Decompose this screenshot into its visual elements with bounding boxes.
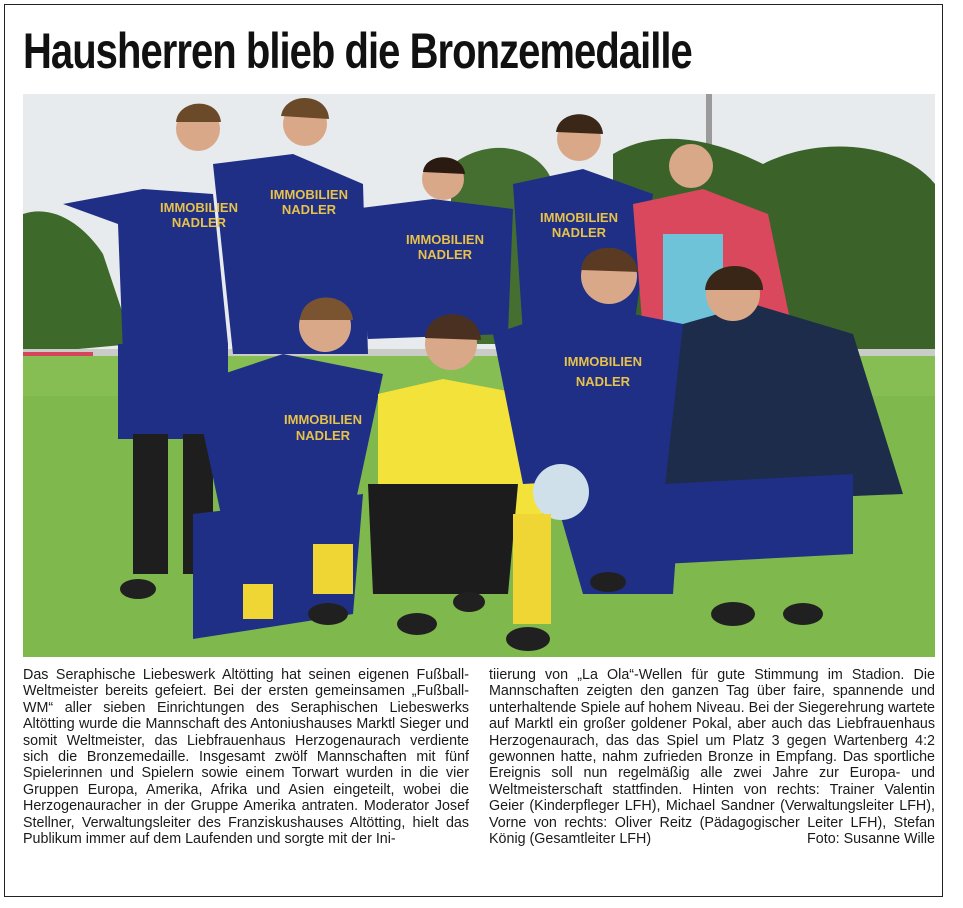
article-text-right-body: tiierung von „La Ola“-Wellen für gute Stimmung im Stadion. Die Mannschaften zeigten den ganzen Tag über faire, spannende und unterhaltende Spiele auf hohem Niveau. Bei der Siegerehrung wartete auf Marktl ein großer goldener Pokal, aber auch das Liebfrauenhaus Herzogenaurach, das das Spiel um Platz 3 gegen Wartenberg 4:2 gewonnen hatte, nahm zufrieden Bronze in Empfang. Das sportliche Ereignis soll nun regelmäßig alle zwei Jahre zur Europa- und Weltmeisterschaft stattfinden. Hinten von rechts: Trainer Valentin Geier (Kinderpfleger LFH), Michael Sandner (Verwaltungsleiter LFH), Vorne von rechts: Oliver Reitz (Pädagogischer Leiter LFH), Stefan König (Gesamtleiter LFH) <box>489 667 935 848</box>
svg-text:NADLER <box>576 374 631 389</box>
jersey-text-2b: NADLER <box>281 202 337 217</box>
jersey-text-4b: NADLER <box>551 225 607 240</box>
svg-text:NADLER <box>552 225 607 240</box>
jersey-text-5a: IMMOBILIEN <box>284 412 362 427</box>
jersey-text-2a: IMMOBILIEN <box>270 187 348 202</box>
article-text-left: Das Seraphische Liebeswerk Altötting hat seinen eigenen Fußball-Weltmeister bereits gefeiert. Bei der ersten gemeinsamen „Fußball-WM“ aller sieben Einrichtungen des Seraphischen Liebeswerks Altötting wurde die Mannschaft des Antoniushauses Marktl Sieger und somit Weltmeister, das Liebfrauenhaus Herzogenaurach verdiente sich die Bronzemedaille. Insgesamt zwölf Mannschaften mit fünf Spielerinnen und Spielern sowie einem Torwart wurden in die vier Gruppen Europa, Amerika, Afrika und Asien eingeteilt, wobei die Herzogenauracher in der Gruppe Amerika antraten. Moderator Josef Stellner, Verwaltungsleiter des Franziskushauses Altötting, hielt das Publikum immer auf dem Laufenden und sorgte mit der Ini- <box>23 667 469 848</box>
svg-text:IMMOBILIEN <box>160 200 238 215</box>
svg-text:NADLER <box>418 247 473 262</box>
svg-text:NADLER <box>296 428 351 443</box>
jersey-text-3b: NADLER <box>417 247 473 262</box>
article-text-right <box>489 667 935 847</box>
article-column-right <box>489 667 935 847</box>
svg-text:NADLER <box>172 215 227 230</box>
jersey-text-6b: NADLER <box>575 374 631 389</box>
team-photo <box>23 94 935 657</box>
jersey-text-1a: IMMOBILIEN <box>160 200 238 215</box>
article-column-left <box>23 667 469 847</box>
jersey-text-5b: NADLER <box>295 428 351 443</box>
svg-text:IMMOBILIEN <box>270 187 348 202</box>
svg-text:IMMOBILIEN <box>540 210 618 225</box>
svg-text:IMMOBILIEN <box>406 232 484 247</box>
jersey-text-1b: NADLER <box>171 215 227 230</box>
jersey-text-4a: IMMOBILIEN <box>540 210 618 225</box>
photo-credit: Foto: Susanne Wille <box>807 831 935 848</box>
svg-text:IMMOBILIEN <box>564 354 642 369</box>
svg-text:NADLER <box>282 202 337 217</box>
jersey-text-6a: IMMOBILIEN <box>564 354 642 369</box>
svg-text:IMMOBILIEN <box>284 412 362 427</box>
headline: Hausherren blieb die Bronzemedaille <box>23 23 692 79</box>
jersey-text-3a: IMMOBILIEN <box>406 232 484 247</box>
article-frame <box>4 4 943 897</box>
article-body <box>23 667 935 892</box>
